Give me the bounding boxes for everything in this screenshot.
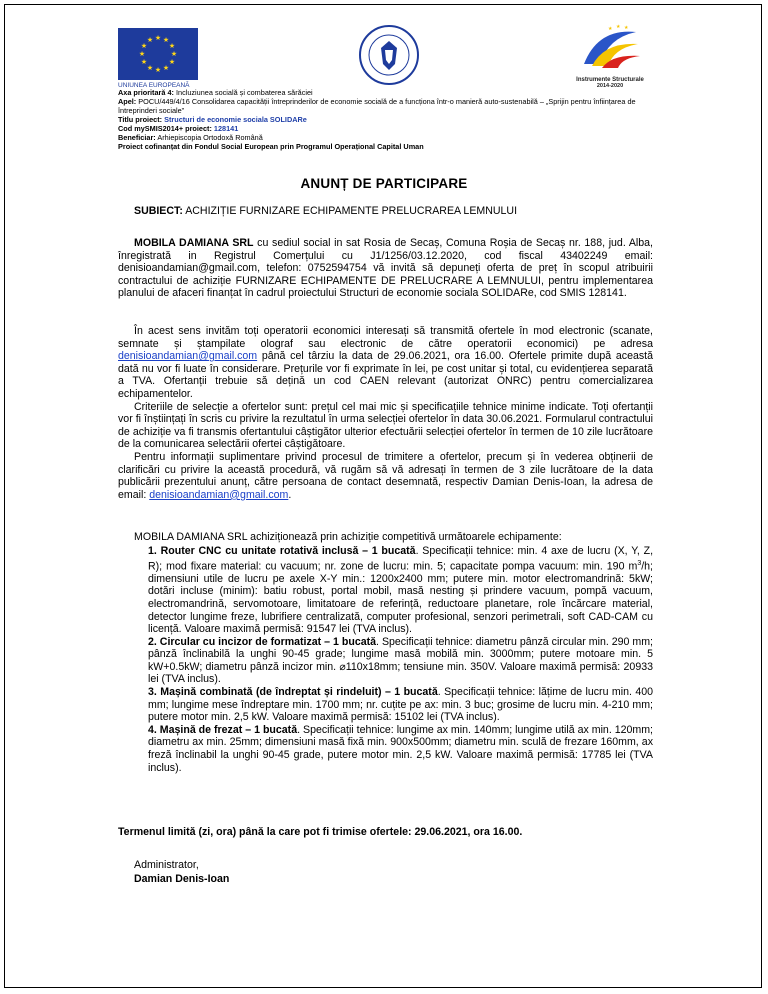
item-title: 3. Mașină combinată (de îndreptat și rindeluit) – 1 bucată — [148, 686, 438, 699]
project-info — [118, 88, 658, 151]
header-logos — [118, 22, 653, 90]
intro-text: cu sediul social in sat Rosia de Secaș, Comuna Roșia de Secaș nr. 188, jud. Alba, înregistrată in Registrul Comerțului cu J1/1256/03.12.2020, cod fiscal 43402249 email: denisioandamian@gmail.com, telefon: 0752594754 vă invită să depuneți oferta de preț în scopul atribuirii contractului de achiziție FURNIZARE ECHIPAMENTE DE PRELUCRARE A LEMNULUI, pentru implementarea planului de afaceri finanțat în cadrul proiectului Structuri de economie sociala SOLIDARe, cod SMIS 128141. — [118, 237, 653, 300]
apel-label: Apel: — [118, 97, 137, 106]
signature-role: Administrator, — [134, 859, 199, 871]
eu-logo — [118, 28, 198, 89]
structural-instruments-label: Instrumente Structurale — [576, 77, 644, 83]
svg-text:★: ★ — [168, 42, 176, 50]
structural-instruments-years: 2014-2020 — [596, 83, 624, 89]
item-title: 1. Router CNC cu unitate rotativă inclusă – 1 bucată — [148, 545, 416, 557]
svg-text:★: ★ — [170, 50, 178, 58]
list-item — [148, 636, 653, 686]
item-text: . Specificații tehnice: min. 4 axe de lucru (X, Y, Z, R); mod fixare material: cu vacuum; nr. zone de lucru: min. 5; capacitate pompa vacuum: min. 190 m — [148, 545, 654, 573]
item-superscript: 3 — [637, 559, 642, 567]
apel-value: POCU/449/4/16 Consolidarea capacității întreprinderilor de economie socială de a funcționa într-o manieră auto-sustenabilă – „Sprijin pentru înființarea de întreprinderi sociale” — [118, 97, 636, 115]
cofinantat-text: Proiect cofinanțat din Fondul Social European prin Programul Operațional Capital Uman — [118, 142, 424, 151]
item-text: . Specificații tehnice: lățime de lucru min. 400 mm; lungime mese îndreptare min. 1700 mm; nr. cuțite pe ax: min. 3 buc; grosime de lucru min. 4-210 mm; putere motor min. 2,5 kW. Valoare maximă permisă: 15102 lei (TVA inclus). — [148, 686, 653, 724]
list-item — [148, 686, 653, 724]
government-logo — [358, 24, 420, 86]
beneficiar-value: Arhiepiscopia Ortodoxă Română — [155, 133, 263, 142]
cod-value: 128141 — [213, 124, 239, 133]
contact-text-a: Pentru informații suplimentare privind procesul de trimitere a ofertelor, precum și în vederea obținerii de clarificări cu privire la această procedură, vă rugăm să vă adresați în termen de 3 zile lucrătoare de la data publicării prezentului anunț, către persoana de contact desemnată, respectiv Damian Denis-Ioan, la adresa de email: — [118, 450, 653, 501]
item-text: . Specificații tehnice: diametru pânză circular min. 290 mm; pânză înclinabilă la unghi 90-45 grade; lungime masă mobilă min. 3000mm; putere motoare min. 5 kW+0.5kW; diametru pânză incizor min. ⌀110x18mm; tensiune min. 350V. Valoare maximă permisă: 20933 lei (TVA inclus). — [148, 635, 653, 686]
equipment-list — [148, 545, 653, 774]
submission-text-a: În acest sens invităm toți operatorii economici interesați să transmită ofertele în mod electronic (scanate, semnate și ștampilate olograf sau electronic de către operatorii economici) pe adresa — [118, 325, 653, 350]
submission-text-b: până cel târziu la data de 29.06.2021, ora 16.00. Ofertele primite după această dată nu vor fi luate în considerare. Prețurile vor fi exprimate în lei, pe cost unitar și total, cu evidențierea separată a TVA. Ofertanții trebuie să dețină un cod CAEN relevant (autorizat ONRC) pentru comercializarea echipamentelor. — [118, 350, 653, 400]
svg-text:★: ★ — [162, 64, 170, 72]
axa-label: Axa prioritară 4: — [118, 88, 174, 97]
paragraph-intro — [118, 237, 653, 300]
svg-text:★: ★ — [624, 25, 629, 31]
cod-label: Cod mySMIS2014+ proiect: — [118, 124, 214, 133]
svg-text:★: ★ — [616, 24, 621, 30]
svg-text:★: ★ — [140, 58, 148, 66]
item-title: 2. Circular cu incizor de formatizat – 1 bucată — [148, 635, 377, 648]
signature-block — [134, 858, 229, 886]
deadline-text: Termenul limită (zi, ora) până la care pot fi trimise ofertele: 29.06.2021, ora 16.00. — [118, 826, 523, 838]
subject-line — [134, 205, 517, 217]
beneficiar-label: Beneficiar: — [118, 133, 156, 142]
subject-value: ACHIZIȚIE FURNIZARE ECHIPAMENTE PRELUCRAREA LEMNULUI — [182, 205, 518, 217]
paragraph-submission — [118, 325, 653, 501]
contact-text-b: . — [288, 488, 292, 501]
svg-text:★: ★ — [154, 66, 162, 74]
item-text-continued: /h; dimensiuni utile de lucru pe axele X-Y min.: 1200x2400 mm; putere min. motor electromandrină: 5kW; dotări incluse (minim): batiu robust, portal mobil, masă nesting și prindere vacuum, pompă vacuum, electromandrină, servomotoare, limitatoare de referință, reductoare planetare, role încărcare material, detector lungime freze, lubrifiere centralizată, computer profesional, senzori perimetrali, soft CAD-CAM cu licență. Valoare maximă permisă: 91547 lei (TVA inclus). — [148, 560, 653, 636]
svg-text:★: ★ — [168, 58, 176, 66]
contact-email-link[interactable]: denisioandamian@gmail.com — [149, 488, 289, 501]
item-title: 4. Mașină de frezat – 1 bucată — [148, 723, 298, 736]
list-item — [148, 724, 653, 774]
svg-text:★: ★ — [162, 36, 170, 44]
signature-name: Damian Denis-Ioan — [134, 873, 230, 885]
svg-text:★: ★ — [154, 34, 162, 42]
selection-criteria-text: Criteriile de selecție a ofertelor sunt: prețul cel mai mic și specificațiile tehnice minime indicate. Toți ofertanții vor fi înștiințați în scris cu privire la rezultatul în urma selecției ofertelor în data 30.06.2021. Formularul contractului de achiziție va fi transmis ofertantului câștigător ulterior efectuării selecției ofertelor în termen de 10 zile lucrătoare de la comunicarea selectării ofertei câștigătoare. — [118, 400, 653, 451]
axa-value: Incluziunea socială și combaterea sărăciei — [173, 88, 313, 97]
svg-text:★: ★ — [138, 50, 146, 58]
eu-flag-icon — [118, 28, 198, 80]
titlu-value: Structuri de economie sociala SOLIDARe — [164, 115, 307, 124]
list-item — [148, 545, 653, 636]
list-intro-text: MOBILA DAMIANA SRL achiziționează prin achiziție competitivă următoarele echipamente: — [134, 531, 562, 543]
subject-label: SUBIECT: — [134, 205, 183, 217]
titlu-label: Titlu proiect: — [118, 115, 165, 124]
svg-text:★: ★ — [146, 64, 154, 72]
structural-instruments-icon — [578, 24, 642, 70]
government-seal-icon — [358, 24, 420, 86]
svg-text:★: ★ — [146, 36, 154, 44]
structural-instruments-logo — [570, 24, 650, 89]
page-title: ANUNȚ DE PARTICIPARE — [300, 176, 468, 191]
email-link[interactable]: denisioandamian@gmail.com — [118, 350, 258, 363]
company-name: MOBILA DAMIANA SRL — [134, 237, 254, 249]
list-intro — [118, 531, 653, 544]
eu-label: UNIUNEA EUROPEANĂ — [118, 82, 190, 89]
svg-text:★: ★ — [140, 42, 148, 50]
svg-text:★: ★ — [608, 26, 613, 32]
item-text: . Specificații tehnice: lungime ax min. 140mm; lungime utilă ax min. 120mm; diametru ax min. 25mm; dimensiuni masă fixă min. 900x500mm; diametru min. sculă de frezare 160mm, ax freză înclinabil la unghi 90-45 grade, putere motor min. 2,5 kW. Valoare maximă permisă: 17785 lei (TVA inclus). — [148, 723, 653, 774]
